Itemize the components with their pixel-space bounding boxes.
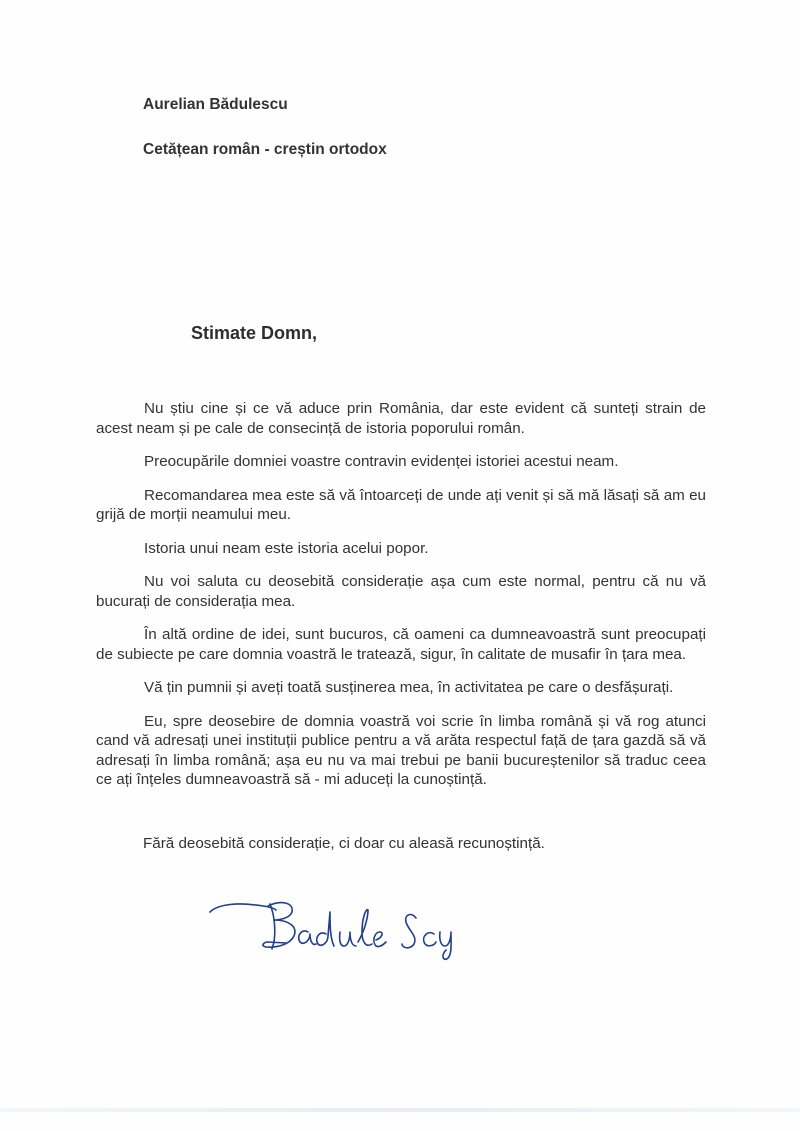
scan-edge-line	[0, 1108, 800, 1112]
salutation: Stimate Domn,	[191, 323, 318, 343]
closing-line: Fără deosebită considerație, ci doar cu aleasă recunoștință.	[143, 835, 545, 852]
paragraph: Istoria unui neam este istoria acelui popor.	[144, 539, 429, 557]
sender-title: Cetățean român - creștin ortodox	[143, 141, 387, 158]
paragraph: Preocupările domniei voastre contravin evidenței istoriei acestui neam.	[144, 453, 619, 470]
paragraph: Nu voi saluta cu deosebită considerație așa cum este normal, pentru că nu vă bucurați de considerația mea.	[96, 573, 706, 610]
sender-name: Aurelian Bădulescu	[143, 96, 288, 113]
paragraph: Nu știu cine și ce vă aduce prin România, dar este evident că sunteți strain de acest neam și pe cale de consecință de istoria poporului român.	[96, 400, 706, 437]
paragraph: În altă ordine de idei, sunt bucuros, că oameni ca dumneavoastră sunt preocupați de subiecte pe care domnia voastră le tratează, sigur, în calitate de musafir în țara mea.	[96, 626, 706, 663]
handwritten-signature-icon	[208, 892, 498, 962]
letter-body	[96, 399, 706, 804]
paragraph: Vă țin pumnii și aveți toată susținerea mea, în activitatea pe care o desfășurați.	[144, 679, 674, 696]
paragraph: Recomandarea mea este să vă întoarceți de unde ați venit și să mă lăsați să am eu grijă de morții neamului meu.	[96, 486, 706, 523]
paragraph: Eu, spre deosebire de domnia voastră voi scrie în limba română și vă rog atunci cand vă adresați unei instituții publice pentru a vă arăta respectul față de țara gazdă să vă adresați în limba română; așa eu nu va mai trebui pe banii bucureștenilor să traduc ceea ce ați înțeles dumneavoastră să - mi aduceți la cunoștință.	[96, 712, 706, 788]
